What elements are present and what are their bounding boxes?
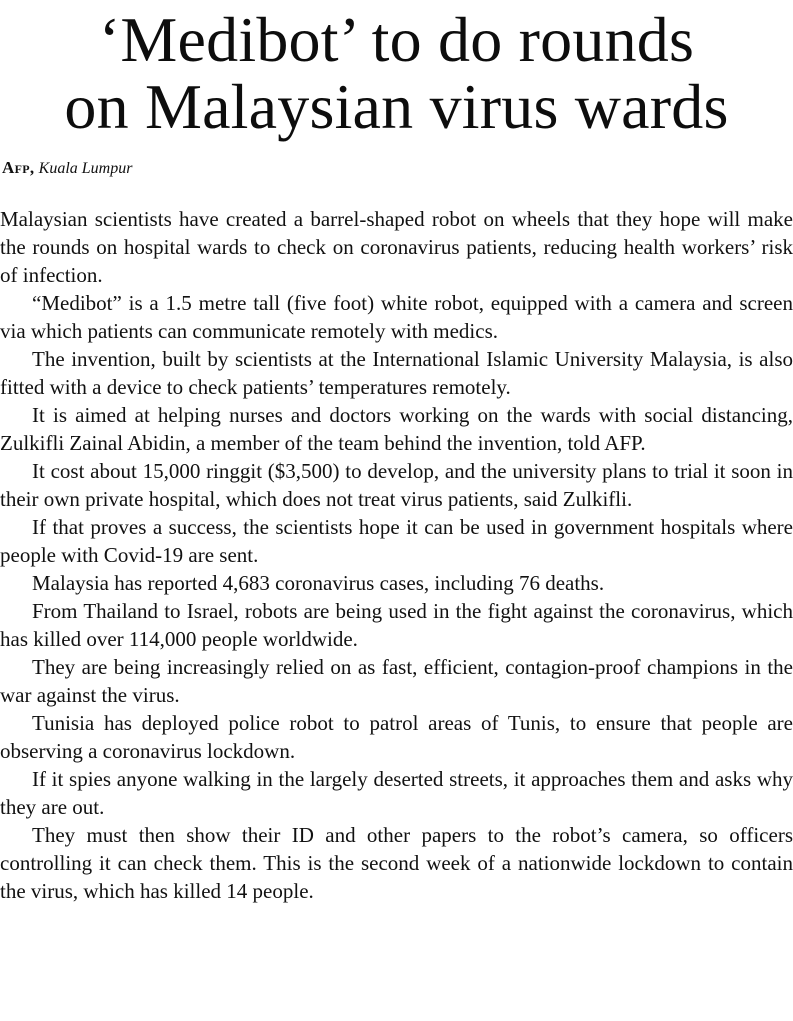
article-paragraph: It is aimed at helping nurses and doctors working on the wards with social distancing, Zulkifli Zainal Abidin, a member of the team behind the invention, told AFP. [0,403,793,455]
article-paragraph: Malaysian scientists have created a barrel-shaped robot on wheels that they hope will make the rounds on hospital wards to check on coronavirus patients, reducing health workers’ risk of infection. [0,207,793,287]
headline [0,0,793,140]
headline-line: ‘Medibot’ to do rounds [98,4,695,75]
article-paragraph: Malaysia has reported 4,683 coronavirus cases, including 76 deaths. [32,571,605,595]
article-paragraph: They must then show their ID and other papers to the robot’s camera, so officers controlling it can check them. This is the second week of a nationwide lockdown to contain the virus, which has killed 14 people. [0,823,793,903]
byline [2,158,132,179]
article-paragraph: The invention, built by scientists at the International Islamic University Malaysia, is also fitted with a device to check patients’ temperatures remotely. [0,347,793,399]
article-paragraph: If it spies anyone walking in the largely deserted streets, it approaches them and asks why they are out. [0,767,793,819]
byline-location: Kuala Lumpur [38,160,133,177]
byline-agency: Afp, [2,158,35,177]
article-body [0,205,793,905]
headline-line: on Malaysian virus wards [64,71,729,142]
article-paragraph: From Thailand to Israel, robots are being used in the fight against the coronavirus, which has killed over 114,000 people worldwide. [0,599,793,651]
article-paragraph: If that proves a success, the scientists hope it can be used in government hospitals where people with Covid-19 are sent. [0,515,793,567]
article-paragraph: “Medibot” is a 1.5 metre tall (five foot) white robot, equipped with a camera and screen via which patients can communicate remotely with medics. [0,291,793,343]
article-paragraph: They are being increasingly relied on as fast, efficient, contagion-proof champions in the war against the virus. [0,655,793,707]
article-paragraph: Tunisia has deployed police robot to patrol areas of Tunis, to ensure that people are observing a coronavirus lockdown. [0,711,793,763]
article-paragraph: It cost about 15,000 ringgit ($3,500) to develop, and the university plans to trial it soon in their own private hospital, which does not treat virus patients, said Zulkifli. [0,459,793,511]
